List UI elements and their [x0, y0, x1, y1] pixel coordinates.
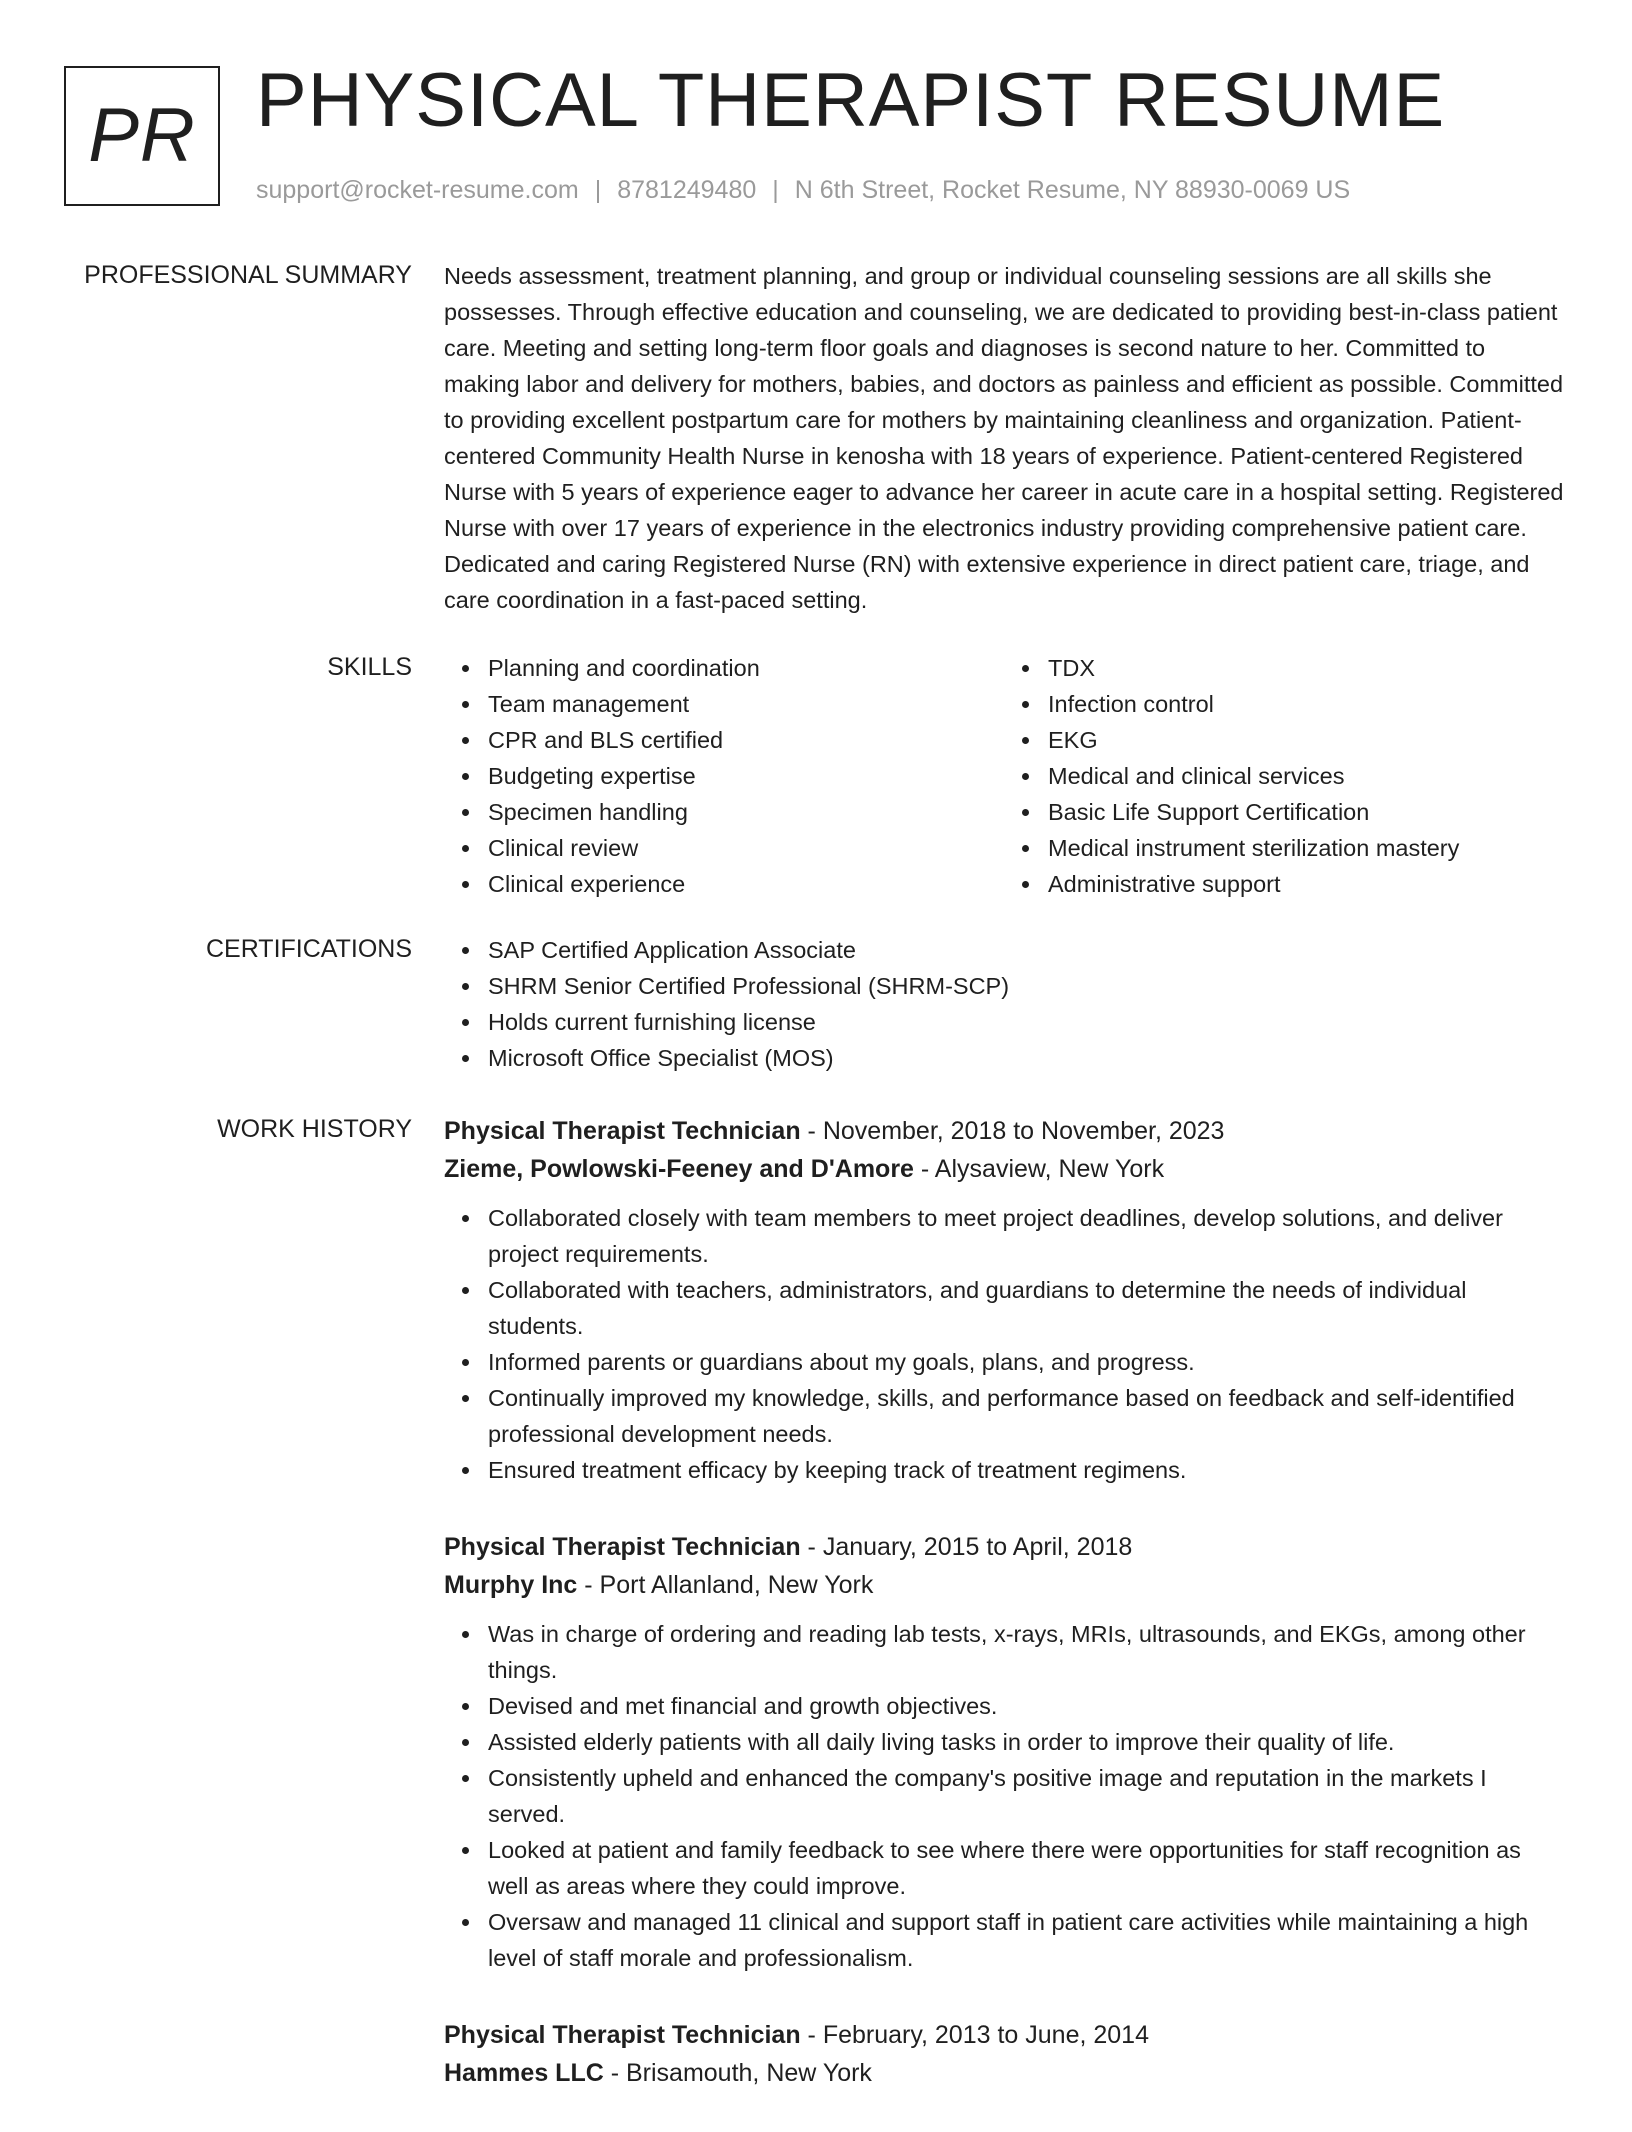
job-location: - Port Allanland, New York	[577, 1571, 874, 1599]
certification-item: SHRM Senior Certified Professional (SHRM-SCP)	[488, 968, 1564, 1004]
job-company: Zieme, Powlowski-Feeney and D'Amore	[444, 1155, 914, 1183]
job-location: - Brisamouth, New York	[603, 2059, 872, 2087]
job-duty-item: Consistently upheld and enhanced the company's positive image and reputation in the markets I served.	[488, 1760, 1564, 1832]
contact-email: support@rocket-resume.com	[256, 176, 579, 204]
job-title-line	[444, 1528, 1564, 1566]
job-company: Hammes LLC	[444, 2059, 604, 2087]
skill-item: Medical and clinical services	[1048, 758, 1564, 794]
skill-item: Team management	[488, 686, 1004, 722]
contact-address: N 6th Street, Rocket Resume, NY 88930-0069 US	[794, 176, 1351, 204]
contact-line	[256, 172, 1350, 208]
page-title: PHYSICAL THERAPIST RESUME	[256, 58, 1446, 143]
job-title: Physical Therapist Technician	[444, 1117, 801, 1145]
job-duty-item: Looked at patient and family feedback to see where there were opportunities for staff recognition as well as areas where they could improve.	[488, 1832, 1564, 1904]
job-duty-item: Was in charge of ordering and reading lab tests, x-rays, MRIs, ultrasounds, and EKGs, among other things.	[488, 1616, 1564, 1688]
skill-item: Medical instrument sterilization mastery	[1048, 830, 1564, 866]
skills-list-right	[1004, 650, 1564, 902]
job-company-line	[444, 1566, 1564, 1604]
skill-item: Administrative support	[1048, 866, 1564, 902]
job-duty-item: Collaborated with teachers, administrators, and guardians to determine the needs of individual students.	[488, 1272, 1564, 1344]
job-dates: - November, 2018 to November, 2023	[800, 1117, 1225, 1145]
certification-item: Holds current furnishing license	[488, 1004, 1564, 1040]
job-title-line	[444, 2016, 1564, 2054]
monogram-text: PR	[88, 93, 196, 178]
skill-item: EKG	[1048, 722, 1564, 758]
certification-item: SAP Certified Application Associate	[488, 932, 1564, 968]
job-title: Physical Therapist Technician	[444, 1533, 801, 1561]
summary-body	[444, 258, 1564, 618]
section-label-certifications: CERTIFICATIONS	[205, 935, 412, 963]
monogram-logo	[64, 66, 220, 206]
skill-item: Basic Life Support Certification	[1048, 794, 1564, 830]
job-company-line	[444, 1150, 1564, 1188]
certifications-body	[444, 932, 1564, 1076]
skill-item: Clinical review	[488, 830, 1004, 866]
skill-item: TDX	[1048, 650, 1564, 686]
summary-text: Needs assessment, treatment planning, and group or individual counseling sessions are all skills she possesses. Through effective education and counseling, we are dedicated to providing best-in-class patient care. Meeting and setting long-term floor goals and diagnoses is second nature to her. Committed to making labor and delivery for mothers, babies, and doctors as painless and efficient as possible. Committed to providing excellent postpartum care for mothers by maintaining cleanliness and organization. Patient-centered Community Health Nurse in kenosha with 18 years of experience. Patient-centered Registered Nurse with 5 years of experience eager to advance her career in acute care in a hospital setting. Registered Nurse with over 17 years of experience in the electronics industry providing comprehensive patient care. Dedicated and caring Registered Nurse (RN) with extensive experience in direct patient care, triage, and care coordination in a fast-paced setting.	[444, 263, 1564, 613]
skill-item: Specimen handling	[488, 794, 1004, 830]
job-duty-item: Ensured treatment efficacy by keeping track of treatment regimens.	[488, 1452, 1564, 1488]
job-duties-list	[444, 1616, 1564, 1976]
skill-item: Clinical experience	[488, 866, 1004, 902]
contact-phone: 8781249480	[617, 176, 757, 204]
job-duties-list	[444, 1200, 1564, 1488]
job-duty-item: Collaborated closely with team members to meet project deadlines, develop solutions, and deliver project requirements.	[488, 1200, 1564, 1272]
certification-item: Microsoft Office Specialist (MOS)	[488, 1040, 1564, 1076]
skill-item: Budgeting expertise	[488, 758, 1004, 794]
section-label-summary: PROFESSIONAL SUMMARY	[84, 261, 412, 289]
skills-body	[444, 650, 1564, 902]
contact-separator: |	[594, 176, 602, 204]
job-company: Murphy Inc	[444, 1571, 578, 1599]
skill-item: CPR and BLS certified	[488, 722, 1004, 758]
job-duty-item: Devised and met financial and growth objectives.	[488, 1688, 1564, 1724]
skills-list-left	[444, 650, 1004, 902]
section-label-work-history: WORK HISTORY	[217, 1115, 412, 1143]
job-entry	[444, 2016, 1564, 2092]
contact-separator: |	[772, 176, 779, 204]
job-title: Physical Therapist Technician	[444, 2021, 801, 2049]
job-duty-item: Continually improved my knowledge, skills, and performance based on feedback and self-identified professional development needs.	[488, 1380, 1564, 1452]
job-company-line	[444, 2054, 1564, 2092]
work-history-body	[444, 1112, 1564, 2132]
job-entry	[444, 1528, 1564, 1976]
job-duty-item: Oversaw and managed 11 clinical and support staff in patient care activities while maintaining a high level of staff morale and professionalism.	[488, 1904, 1564, 1976]
job-dates: - February, 2013 to June, 2014	[800, 2021, 1149, 2049]
job-duty-item: Assisted elderly patients with all daily living tasks in order to improve their quality of life.	[488, 1724, 1564, 1760]
skill-item: Infection control	[1048, 686, 1564, 722]
job-title-line	[444, 1112, 1564, 1150]
section-label-skills: SKILLS	[327, 653, 412, 681]
certifications-list	[444, 932, 1564, 1076]
job-entry	[444, 1112, 1564, 1488]
skill-item: Planning and coordination	[488, 650, 1004, 686]
job-duty-item: Informed parents or guardians about my goals, plans, and progress.	[488, 1344, 1564, 1380]
job-dates: - January, 2015 to April, 2018	[800, 1533, 1133, 1561]
job-location: - Alysaview, New York	[913, 1155, 1165, 1183]
